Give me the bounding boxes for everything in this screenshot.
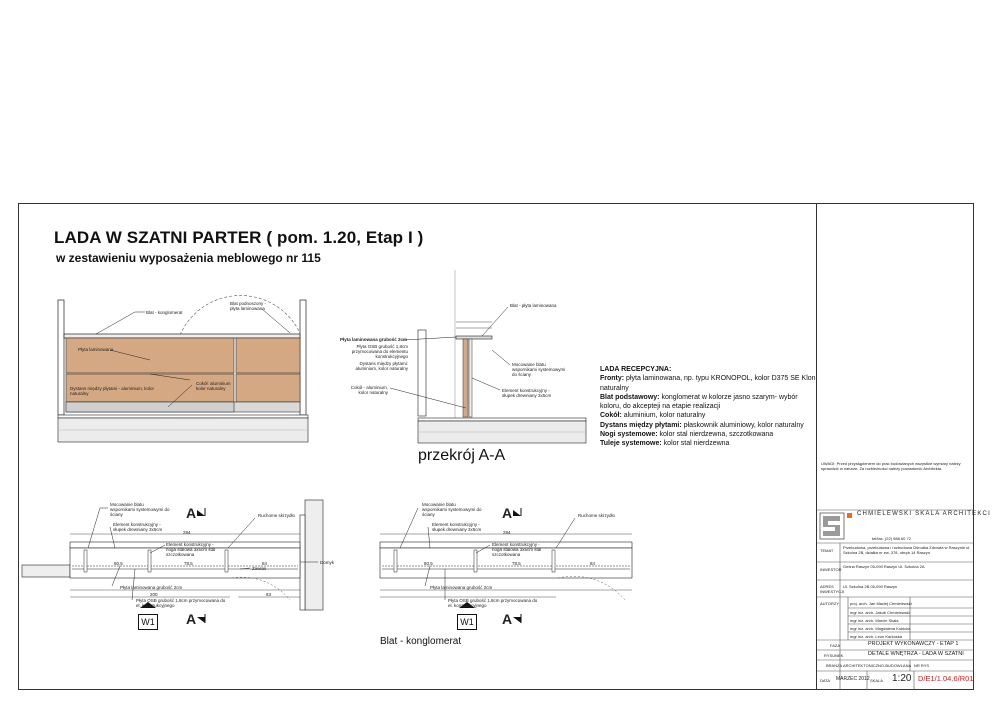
plan-right-plyta: Płyta laminowana grubość 2cm — [430, 585, 493, 590]
tb-author-4: mgr inż. arch. Magdalena Kubicka — [850, 626, 911, 631]
spec-line-2: Cokół: aluminium, kolor naturalny — [600, 412, 706, 420]
section-mark-right-bottom: A — [502, 611, 513, 627]
spec-line-0: Fronty: płyta laminowana, np. typu KRONOPOL, kolor D375 SE Klon naturalny — [600, 375, 816, 392]
tb-firm: CHMIELEWSKI SKALA ARCHITEKCI — [857, 511, 991, 517]
tb-author-2: mgr inż. arch. Jakub Chmielewski — [850, 610, 910, 615]
wall-right — [300, 300, 306, 415]
dim-left-78-5: 78,5 — [184, 561, 193, 566]
plan-right-element: Element konstrukcyjny - słupek drewniany 3x5cm — [432, 522, 482, 532]
spec-line-1: Blat podstawowy: konglomerat w kolorze jasno szarym- wybór koloru, do akcepteji na etapie realizacji — [600, 393, 798, 411]
tb-faza-label: FAZA — [830, 643, 841, 648]
panel-upper-left — [66, 338, 234, 373]
label-section-element: Element konstrukcyjny - słupek drewniany 3x5cm — [502, 388, 552, 398]
plan-title: Blat - konglomerat — [380, 636, 462, 647]
label-plyta: Płyta laminowana — [78, 347, 114, 352]
tb-inwestor-label: INWESTOR — [820, 567, 842, 572]
plan-left-zawias: Zawias — [252, 566, 267, 571]
panel-upper-right — [236, 338, 300, 373]
panel-lower-right — [236, 374, 300, 402]
tb-firm-contact: tel/fax. (22) 988 60 72 — [872, 536, 911, 541]
plan-left-plyta: Płyta laminowana grubość 2cm — [120, 585, 183, 590]
drawing-subtitle: w zestawieniu wyposażenia meblowego nr 115 — [56, 251, 321, 265]
section-mark-left-top: A — [186, 505, 197, 521]
section-a-a — [390, 270, 586, 443]
tb-nr-label: NR RYS — [914, 663, 930, 668]
label-section-cokol: Cokół - aluminium, kolor naturalny — [350, 385, 388, 395]
tb-skala-label: SKALA — [870, 678, 883, 683]
dim-left-84: 84 — [262, 561, 268, 566]
tb-branza: ARCHITEKTONICZNO-BUDOWLANA — [843, 663, 912, 668]
front-elevation — [58, 295, 308, 442]
counter-top — [64, 334, 300, 338]
label-cokol: Cokół: aluminium kolor naturalny — [196, 381, 231, 391]
drawing-title: LADA W SZATNI PARTER ( pom. 1.20, Etap I ) — [54, 228, 424, 247]
tb-adres-label: ADRES INWESTYCJI — [820, 584, 845, 594]
dim-right-78-5: 78,5 — [512, 561, 521, 566]
tb-faza: PROJEKT WYKONAWCZY - ETAP 1 — [868, 641, 959, 647]
label-section-osb: Płyta OSB grubość 1,8cm przymocowana do elementu konstrukcyjnego — [351, 344, 408, 359]
section-top — [456, 336, 492, 339]
section-mark-left-bottom: A — [186, 611, 197, 627]
tb-data-label: DATA — [820, 678, 831, 683]
tb-data: MARZEC 2012 — [836, 676, 870, 682]
plan-left-element: Element konstrukcyjny - słupek drewniany 3x5cm — [113, 522, 163, 532]
floor-line — [58, 415, 308, 418]
specification-block — [600, 365, 820, 449]
plan-left-mocowanie: Mocowanie blatu wspornikami systemowymi do ściany — [110, 502, 170, 517]
tb-temat-label: TEMAT — [820, 548, 834, 553]
wall-left — [58, 300, 64, 415]
dim-left-200: 200 — [150, 592, 158, 597]
dim-right-284: 284 — [503, 530, 511, 535]
spec-heading: LADA RECEPCYJNA: — [600, 366, 672, 373]
tb-rysunek: DETALE WNĘTRZA - LADA W SZATNI — [868, 651, 964, 657]
plan-right-mocowanie: Mocowanie blatu wspornikami systemowymi do ściany — [422, 502, 482, 517]
tb-author-1: proj. arch. Jan Maciej Chmielewski — [850, 601, 912, 606]
dim-right-84: 84 — [590, 561, 596, 566]
label-section-mocowanie: Mocowanie blatu wspornikami systemowymi do ściany — [512, 362, 566, 377]
plan-left-domyk: Domyk — [320, 560, 335, 565]
tb-adres: Ul. Szkolna 2B 05-090 Raszyn — [843, 584, 898, 589]
label-section-dystans: Dystans między płytami: aluminium, kolor naturalny — [355, 361, 408, 371]
dim-right-80-5: 80,5 — [424, 561, 433, 566]
dim-left-83: 83 — [266, 592, 272, 597]
label-section-plyta2: Płyta laminowana grubość 2cm — [340, 337, 408, 342]
spec-line-4: Nogi systemowe: kolor stal nierdzewna, szczotkowana — [600, 431, 774, 439]
plan-right-osb: Płyta OSB grubość 1,8cm przymocowana do el. konstrukcyjnego — [448, 598, 538, 608]
tb-author-3: mgr inż. arch. Marcin Skala — [850, 618, 899, 623]
tb-rysunek-label: RYSUNEK — [824, 653, 844, 658]
plan-right-noga: Element konstrukcyjny - noga stalowa 3x5cm stal szczotkowana — [492, 542, 542, 557]
dim-left-80-5: 80,5 — [114, 561, 123, 566]
dim-left-284: 284 — [183, 530, 191, 535]
section-title: przekrój A-A — [418, 447, 506, 464]
tb-inwestor: Gmina Raszyn 05-090 Raszyn Ul. Szkolna 2A — [843, 564, 925, 569]
firm-logo — [820, 513, 852, 539]
plan-left-noga: Element konstrukcyjny - noga stalowa 3x5cm stal szczotkowana — [166, 542, 216, 557]
plan-left-ruchome: Ruchome skrzydło — [258, 513, 296, 518]
tb-skala: 1:20 — [892, 673, 912, 684]
spec-line-3: Dystans między płytami: płaskownik aluminiowy, kolor naturalny — [600, 421, 804, 429]
plan-left-osb: Płyta OSB grubość 1,8cm przymocowana do el. konstrukcyjnego — [136, 598, 226, 608]
tb-notes: UWAGI: Przed przystąpieniem do prac budowlanych wszystkie wymiary należy sprawdzić w naturze. Za rozbieżności należy powiadomić Architekta. — [821, 461, 961, 471]
tb-drawing-number: D/E1/1.04.6/R01 — [918, 674, 974, 683]
label-blat-podnoszony: Blat podnoszony - płyta laminowana — [230, 301, 267, 311]
tb-autorzy-label: AUTORZY — [820, 601, 840, 606]
section-mark-right-top: A — [502, 505, 513, 521]
label-blat: Blat - konglomerat — [146, 310, 183, 315]
tb-temat: Przebudowa, przebudowa i rozbudowa Ośrodka Zdrowia w Raszynie ul. Szkolna 2B, działka nr ew. 378, obręb 14 Raszyn — [843, 545, 971, 555]
tb-branza-label: BRANŻA — [826, 663, 843, 668]
detail-mark-w1-right: W1 — [457, 614, 477, 630]
label-section-blat: Blat - płyta laminowana — [510, 303, 557, 308]
tb-author-5: mgr inż. arch. Leon Karkoska — [850, 634, 903, 639]
detail-mark-w1-left: W1 — [138, 614, 158, 630]
spec-line-5: Tuleje systemowe: kolor stal nierdzewna — [600, 440, 730, 448]
label-dystans: Dystans między płytami - aluminium, kolor naturalny — [70, 386, 155, 396]
plan-right-ruchome: Ruchome skrzydło — [578, 513, 616, 518]
